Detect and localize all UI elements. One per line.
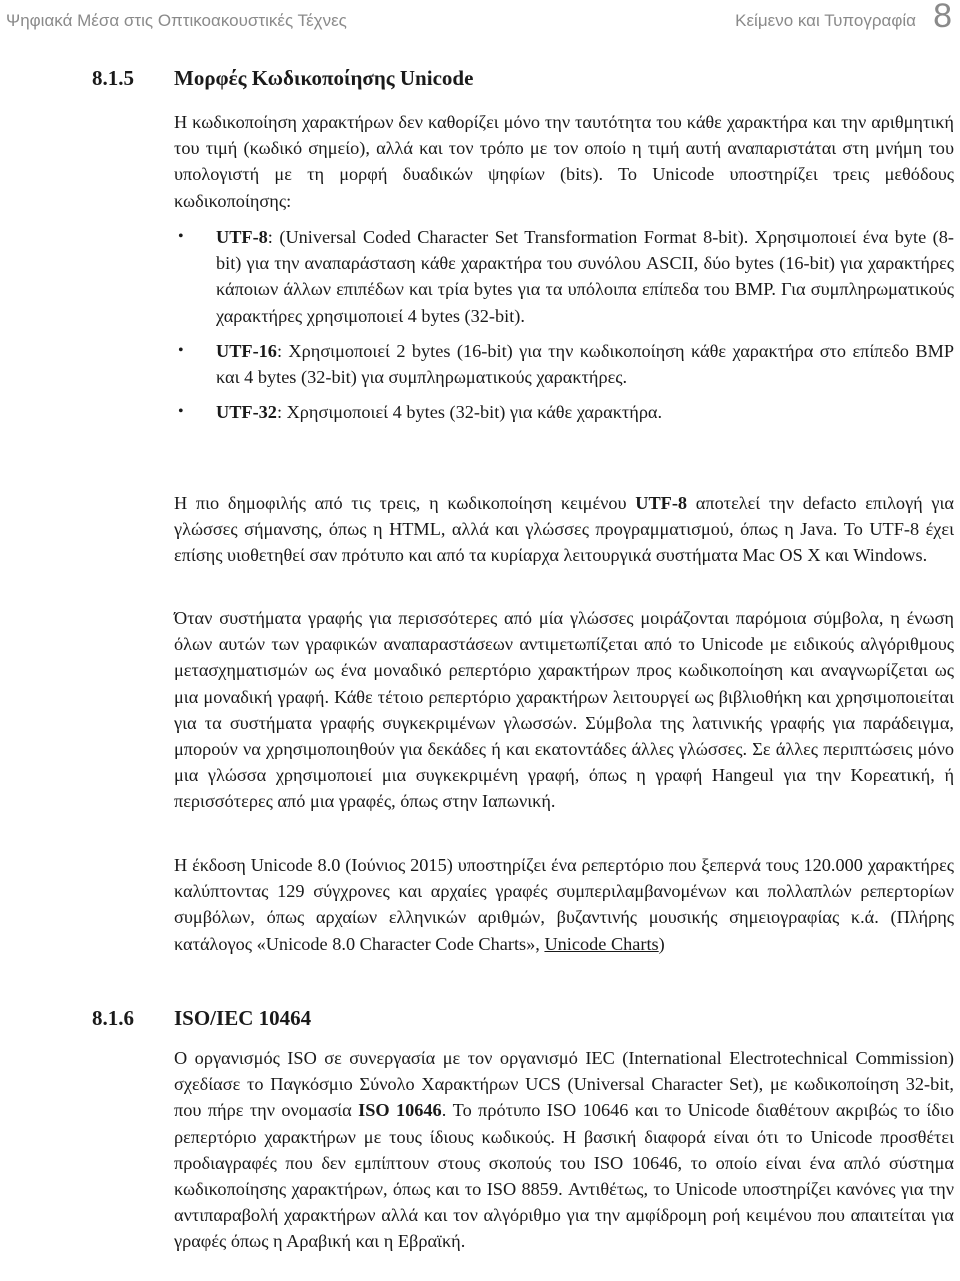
intro-paragraph: Η κωδικοποίηση χαρακτήρων δεν καθορίζει μόνο την ταυτότητα του κάθε χαρακτήρα και την αριθμητική του τιμή (κωδικό σημείο), αλλά και τον τρόπο με τον οποίο η τιμή αυτή αναπαριστάται στη μνήμη του υπολογιστή με τη μορφή δυαδικών ψηφίων (bits). Το Unicode υποστηρίζει τρεις μεθόδους κωδικοποίησης: bbox=[174, 112, 954, 211]
list-item-term: UTF-32 bbox=[216, 402, 277, 423]
list-item bbox=[174, 338, 954, 390]
header-book-title: Ψηφιακά Μέσα στις Οπτικοακουστικές Τέχνες bbox=[6, 11, 347, 30]
unicode-charts-link[interactable]: Unicode Charts bbox=[544, 933, 659, 954]
list-item-text: : Χρησιμοποιεί 4 bytes (32-bit) για κάθε χαρακτήρα. bbox=[276, 402, 663, 423]
bullet-icon: • bbox=[178, 228, 184, 245]
section-number: 8.1.5 bbox=[92, 66, 134, 90]
iso-paragraph: Ο οργανισμός ISO σε συνεργασία με τον οργανισμό IEC (International Electrotechnical Commission) σχεδίασε το Παγκόσμιο Σύνολο Χαρακτήρων UCS (Universal Character Set), με κωδικοποίηση 32-bit, που πήρε την ονομασία ISO 10646. Το πρότυπο ISO 10646 και το Unicode διαθέτουν ακριβώς το ίδιο ρεπερτόριο χαρακτήρων με τους ίδιους κωδικούς. Η βασική διαφορά είναι ότι το Unicode προσθέτει προδιαγραφές που δεν εμπίπτουν στους σκοπούς του ISO 10646, το οποίο είναι ένα απλό σύστημα κωδικοποίησης χαρακτήρων, όπως και το ISO 8859. Αντιθέτως, το Unicode υποστηρίζει κανόνες για την αντιπαραβολή χαρακτήρων αλλά και τον αλγόριθμο για την αμφίδρομη ροή κειμένου που απαιτείται για γραφές όπως η Αραβική και η Εβραϊκή. bbox=[174, 1048, 954, 1252]
section-title: Μορφές Κωδικοποίησης Unicode bbox=[174, 66, 474, 90]
iso-10646-term: ISO 10646 bbox=[358, 1100, 442, 1121]
unicode-version-paragraph: Η έκδοση Unicode 8.0 (Ιούνιος 2015) υποστηρίζει ένα ρεπερτόριο που ξεπερνά τους 120.000 χαρακτήρες καλύπτοντας 129 σύγχρονες και αρχαίες γραφές συμπεριλαμβανομένων και πολλαπλών ρεπερτορίων συμβόλων, όπως αρχαίων ελληνικών αριθμών, βυζαντινής μουσικής σημειογραφίας κ.ά. (Πλήρης κατάλογος «Unicode 8.0 Character Code Charts», Unicode Charts) bbox=[174, 855, 954, 954]
encoding-list bbox=[174, 224, 954, 434]
bullet-icon: • bbox=[178, 403, 184, 421]
section-number: 8.1.6 bbox=[92, 1006, 134, 1030]
list-item-text: : (Universal Coded Character Set Transformation Format 8-bit). Χρησιμοποιεί ένα byte (8-bit) για την αναπαράσταση κάθε χαρακτήρα του συνόλου ASCII, δύο bytes (16-bit) για χαρακτήρες κάποιων άλλων επιπέδων και τρία bytes για τα υπόλοιπα επίπεδα του BMP. Για συμπληρωματικούς χαρακτήρες χρησιμοποιεί 4 bytes (32-bit). bbox=[216, 227, 954, 326]
utf8-term: UTF-8 bbox=[635, 493, 688, 513]
list-item bbox=[174, 224, 954, 329]
list-item-text: : Χρησιμοποιεί 2 bytes (16-bit) για την κωδικοποίηση κάθε χαρακτήρα στο επίπεδο BMP και 4 bytes (32-bit) για συμπληρωματικούς χαρακτήρες. bbox=[216, 340, 954, 388]
writing-systems-paragraph: Όταν συστήματα γραφής για περισσότερες από μία γλώσσες μοιράζονται παρόμοια σύμβολα, η ένωση όλων αυτών των γραφικών αναπαραστάσεων αντιμετωπίζεται από το Unicode με ειδικούς αλγόριθμους μετασχηματισμών ως ένα μοναδικό ρεπερτόριο χαρακτήρων προς κωδικοποίηση και αναγνωρίζεται ως μια μοναδική γραφή. Κάθε τέτοιο ρεπερτόριο χαρακτήρων λειτουργεί ως βιβλιοθήκη και χρησιμοποιείται για τα συστήματα γραφής συγκεκριμένων γλωσσών. Σύμβολα της λατινικής γραφής για παράδειγμα, μπορούν να χρησιμοποιηθούν για δεκάδες ή και εκατοντάδες άλλες γλώσσες. Σε άλλες περιπτώσεις μόνο μια γλώσσα χρησιμοποιεί μια συγκεκριμένη γραφή, όπως η γραφή Hangeul για την Κορεατική, ή περισσότερες από μια γραφές, όπως στην Ιαπωνική. bbox=[174, 608, 954, 812]
list-item-term: UTF-16 bbox=[216, 340, 277, 361]
bullet-icon: • bbox=[178, 341, 184, 359]
section-title: ISO/IEC 10464 bbox=[174, 1006, 312, 1030]
header-chapter-title: Κείμενο και Τυπογραφία bbox=[735, 11, 916, 30]
page-header bbox=[0, 0, 960, 40]
list-item-term: UTF-8 bbox=[216, 227, 268, 247]
utf8-paragraph: Η πιο δημοφιλής από τις τρεις, η κωδικοποίηση κειμένου UTF-8 αποτελεί την defacto επιλογή για γλώσσες σήμανσης, όπως η HTML, αλλά και γλώσσες προγραμματισμού, όπως η Java. Το UTF-8 έχει επίσης υιοθετηθεί σαν πρότυπο και από τα κυρίαρχα λειτουργικά συστήματα Mac OS X και Windows. bbox=[174, 493, 954, 566]
page-number: 8 bbox=[933, 0, 952, 35]
list-item bbox=[174, 399, 954, 425]
